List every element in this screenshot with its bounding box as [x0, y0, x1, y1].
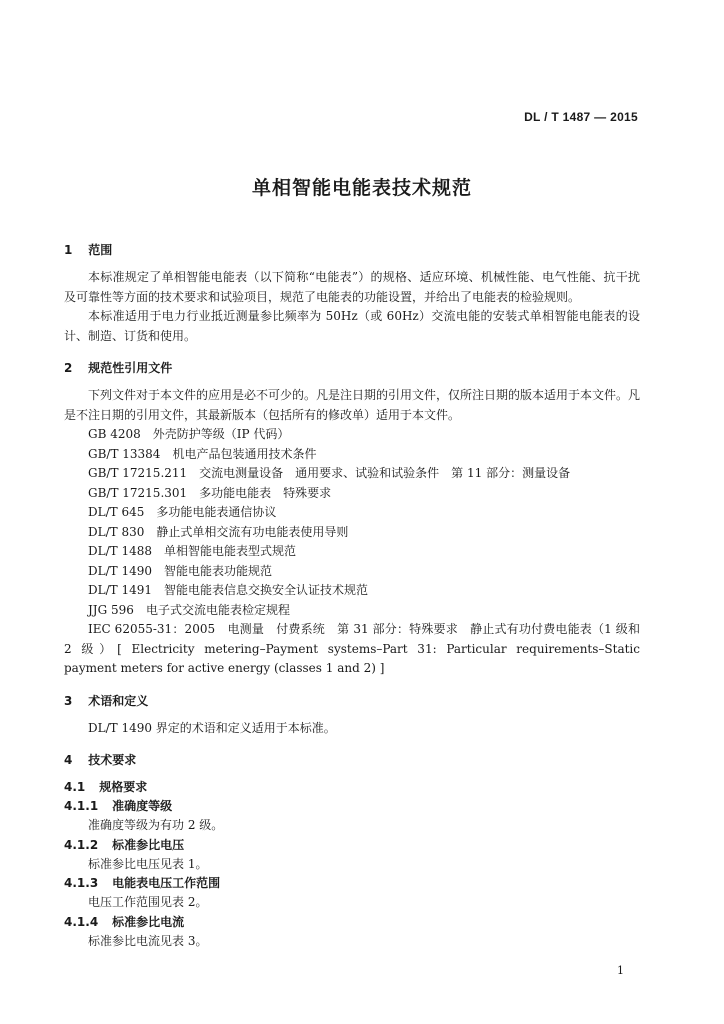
subsection-title: 准确度等级: [112, 799, 173, 813]
subsection-text: 标准参比电压见表 1。: [88, 856, 208, 871]
section-title: 术语和定义: [88, 693, 149, 708]
paragraph: 下列文件对于本文件的应用是必不可少的。凡是注日期的引用文件，仅所注日期的版本适用于本文件。凡是不注日期的引用文件，其最新版本（包括所有的修改单）适用于本文件。: [64, 388, 641, 422]
reference-name: 单相智能电能表型式规范: [164, 544, 297, 558]
reference-name: 交流电测量设备 通用要求、试验和试验条件 第 11 部分：测量设备: [199, 466, 571, 480]
reference-name: 外壳防护等级（IP 代码）: [152, 427, 290, 441]
reference-code: GB/T 17215.211: [88, 466, 188, 480]
section-number: 4: [64, 753, 73, 767]
subsection-text: 准确度等级为有功 2 级。: [88, 818, 224, 832]
section-1-heading: [64, 240, 640, 260]
reference-item: [64, 581, 640, 601]
subsection-heading: [64, 778, 640, 797]
reference-item: [64, 503, 640, 523]
section-3-heading: [64, 691, 640, 711]
subsection-title: 电能表电压工作范围: [112, 876, 221, 890]
reference-name: 机电产品包装通用技术条件: [172, 446, 317, 461]
reference-code: GB/T 17215.301: [88, 485, 188, 500]
reference-name: 多功能电能表 特殊要求: [199, 485, 332, 500]
reference-item: [64, 523, 640, 543]
reference-code: GB 4208: [88, 427, 141, 441]
subsection-heading: [64, 836, 640, 855]
reference-code: DL/T 1488: [88, 544, 152, 558]
reference-item: [64, 562, 640, 582]
subsection-number: 4.1.2: [64, 837, 99, 852]
section-title: 规范性引用文件: [88, 361, 173, 375]
page-number: 1: [617, 964, 624, 977]
subsection-number: 4.1: [64, 780, 86, 794]
section-title: 范围: [88, 243, 113, 257]
reference-item: [64, 542, 640, 562]
paragraph: DL/T 1490 界定的术语和定义适用于本标准。: [88, 720, 336, 735]
document-title: 单相智能电能表技术规范: [251, 177, 472, 199]
subsection-title: 标准参比电流: [112, 914, 185, 929]
subsection-number: 4.1.3: [64, 876, 99, 890]
reference-item-iec: IEC 62055-31：2005 电测量 付费系统 第 31 部分：特殊要求 静止式有功付费电能表（1 级和 2 级）[ Electricity metering–Payment systems–Part 31: Particular requirements–Static payment meters for active energy (classes 1 and 2) ]: [64, 622, 640, 675]
reference-code: DL/T 1491: [88, 583, 152, 597]
subsection-number: 4.1.1: [64, 799, 99, 813]
reference-item: [64, 425, 640, 445]
document-body: [64, 240, 640, 951]
section-title: 技术要求: [88, 753, 137, 767]
section-number: 1: [64, 243, 73, 257]
paragraph: 本标准适用于电力行业抵近测量参比频率为 50Hz（或 60Hz）交流电能的安装式单相智能电能表的设计、制造、订货和使用。: [64, 309, 640, 343]
reference-name: 电子式交流电能表检定规程: [145, 602, 290, 617]
subsection-title: 标准参比电压: [112, 837, 185, 852]
reference-code: DL/T 830: [88, 524, 145, 539]
paragraph: 本标准规定了单相智能电能表（以下简称“电能表”）的规格、适应环境、机械性能、电气性能、抗干扰及可靠性等方面的技术要求和试验项目，规范了电能表的功能设置，并给出了电能表的检验规则。: [64, 270, 640, 304]
reference-name: 静止式单相交流有功电能表使用导则: [156, 524, 349, 539]
reference-name: 智能电能表信息交换安全认证技术规范: [164, 583, 369, 597]
subsection-text: 标准参比电流见表 3。: [88, 933, 208, 948]
section-number: 2: [64, 361, 73, 375]
reference-code: JJG 596: [88, 602, 134, 617]
subsection-title: 规格要求: [99, 780, 148, 794]
subsection-number: 4.1.4: [64, 914, 99, 929]
section-4-heading: [64, 750, 640, 770]
reference-code: DL/T 1490: [88, 563, 152, 578]
section-2-heading: [64, 358, 640, 378]
reference-code: GB/T 13384: [88, 446, 161, 461]
standard-number: DL / T 1487 — 2015: [524, 110, 638, 124]
reference-code: DL/T 645: [88, 505, 145, 519]
reference-item: [64, 445, 640, 465]
reference-name: 多功能电能表通信协议: [156, 505, 277, 519]
subsection-text: 电压工作范围见表 2。: [88, 895, 208, 909]
reference-name: 智能电能表功能规范: [164, 563, 273, 578]
reference-item: [64, 601, 640, 621]
subsection-heading: [64, 874, 640, 893]
reference-item: [64, 464, 640, 484]
subsection-heading: [64, 913, 640, 932]
subsection-heading: [64, 797, 640, 816]
reference-item: [64, 484, 640, 504]
section-number: 3: [64, 693, 73, 708]
